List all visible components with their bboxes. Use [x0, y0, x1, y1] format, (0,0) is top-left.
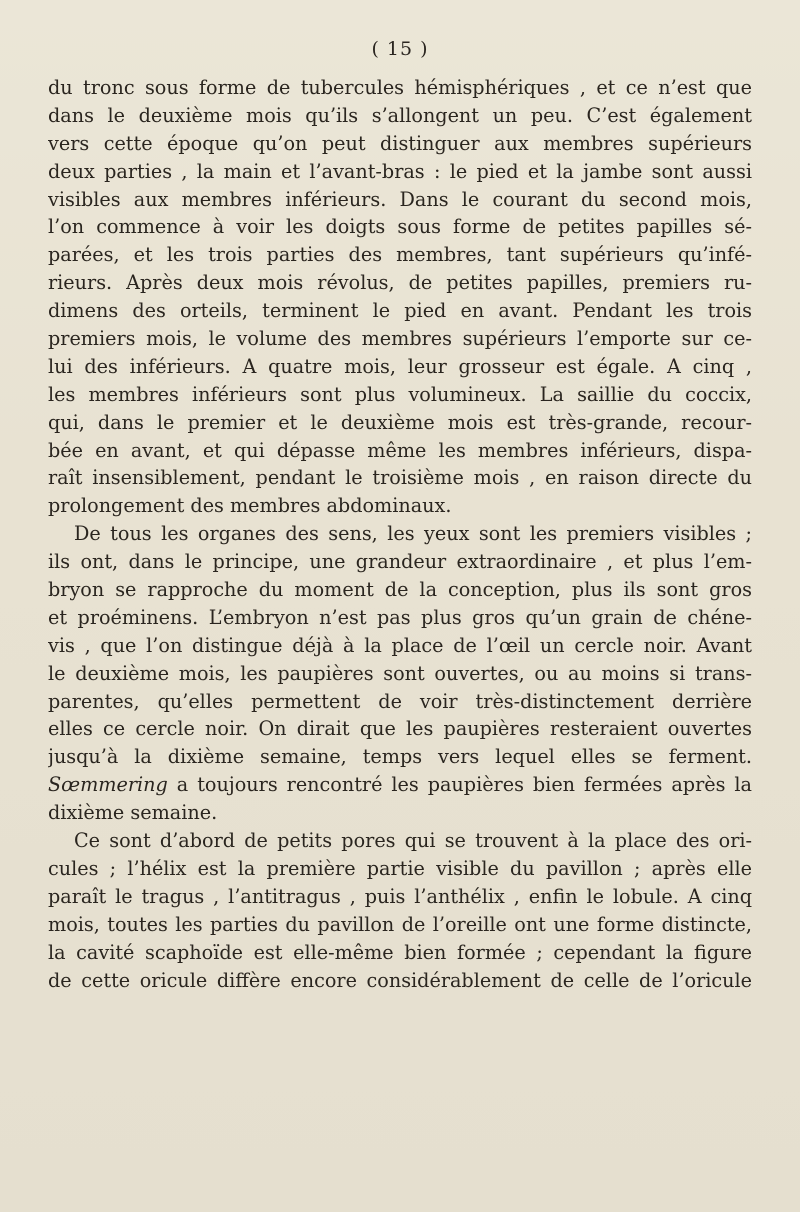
- text-line: paraît le tragus , l’antitragus , puis l’anthélix , enfin le lobule. A cinq: [48, 884, 752, 908]
- text-line: l’on commence à voir les doigts sous forme de petites papilles sé-: [48, 215, 752, 239]
- text-line: dixième semaine.: [48, 801, 218, 825]
- text-line: qui, dans le premier et le deuxième mois est très-grande, recour-: [48, 410, 752, 434]
- text-line: de cette oricule diffère encore considérablement de celle de l’oricule: [48, 968, 752, 992]
- text-line: parées, et les trois parties des membres, tant supérieurs qu’infé-: [48, 243, 752, 267]
- text-line: les membres inférieurs sont plus volumineux. La saillie du coccix,: [48, 382, 752, 406]
- body-text: [48, 74, 752, 994]
- text-line: rieurs. Après deux mois révolus, de petites papilles, premiers ru-: [48, 271, 752, 295]
- text-line: prolongement des membres abdominaux.: [48, 494, 452, 518]
- text-line: ils ont, dans le principe, une grandeur extraordinaire , et plus l’em-: [48, 550, 752, 574]
- text-line: le deuxième mois, les paupières sont ouvertes, ou au moins si trans-: [48, 661, 752, 685]
- text-line: cules ; l’hélix est la première partie visible du pavillon ; après elle: [48, 856, 752, 880]
- text-line: la cavité scaphoïde est elle-même bien formée ; cependant la figure: [48, 940, 752, 964]
- text-line: visibles aux membres inférieurs. Dans le courant du second mois,: [48, 187, 752, 211]
- text-line-rest: a toujours rencontré les paupières bien fermées après la: [176, 773, 752, 797]
- paragraph-1: [48, 74, 752, 520]
- paragraph-2: [48, 520, 752, 827]
- text-line: elles ce cercle noir. On dirait que les paupières resteraient ouvertes: [48, 717, 752, 741]
- paragraph-3: [48, 827, 752, 994]
- text-line: bryon se rapproche du moment de la conception, plus ils sont gros: [48, 578, 752, 602]
- text-line: jusqu’à la dixième semaine, temps vers lequel elles se ferment.: [48, 745, 752, 769]
- text-line: raît insensiblement, pendant le troisième mois , en raison directe du: [48, 466, 752, 490]
- text-line: De tous les organes des sens, les yeux sont les premiers visibles ;: [74, 522, 752, 546]
- text-line: vers cette époque qu’on peut distinguer aux membres supérieurs: [48, 131, 752, 155]
- text-line: bée en avant, et qui dépasse même les membres inférieurs, dispa-: [48, 438, 752, 462]
- page-number: ( 15 ): [371, 38, 429, 60]
- text-line: vis , que l’on distingue déjà à la place de l’œil un cercle noir. Avant: [48, 633, 752, 657]
- text-line-with-author: [48, 771, 752, 799]
- text-line: et proéminens. L’embryon n’est pas plus gros qu’un grain de chéne-: [48, 605, 752, 629]
- text-line: Ce sont d’abord de petits pores qui se trouvent à la place des ori-: [74, 829, 752, 853]
- text-line: parentes, qu’elles permettent de voir très-distinctement derrière: [48, 689, 752, 713]
- author-name: Sœmmering: [48, 773, 168, 797]
- text-line: deux parties , la main et l’avant-bras : le pied et la jambe sont aussi: [48, 159, 752, 183]
- text-line: mois, toutes les parties du pavillon de l’oreille ont une forme distincte,: [48, 912, 752, 936]
- text-line: du tronc sous forme de tubercules hémisphériques , et ce n’est que: [48, 76, 752, 99]
- text-line: lui des inférieurs. A quatre mois, leur grosseur est égale. A cinq ,: [48, 354, 752, 378]
- text-line: premiers mois, le volume des membres supérieurs l’emporte sur ce-: [48, 327, 752, 351]
- text-line: dimens des orteils, terminent le pied en avant. Pendant les trois: [48, 299, 752, 323]
- text-line: dans le deuxième mois qu’ils s’allongent un peu. C’est également: [48, 103, 752, 127]
